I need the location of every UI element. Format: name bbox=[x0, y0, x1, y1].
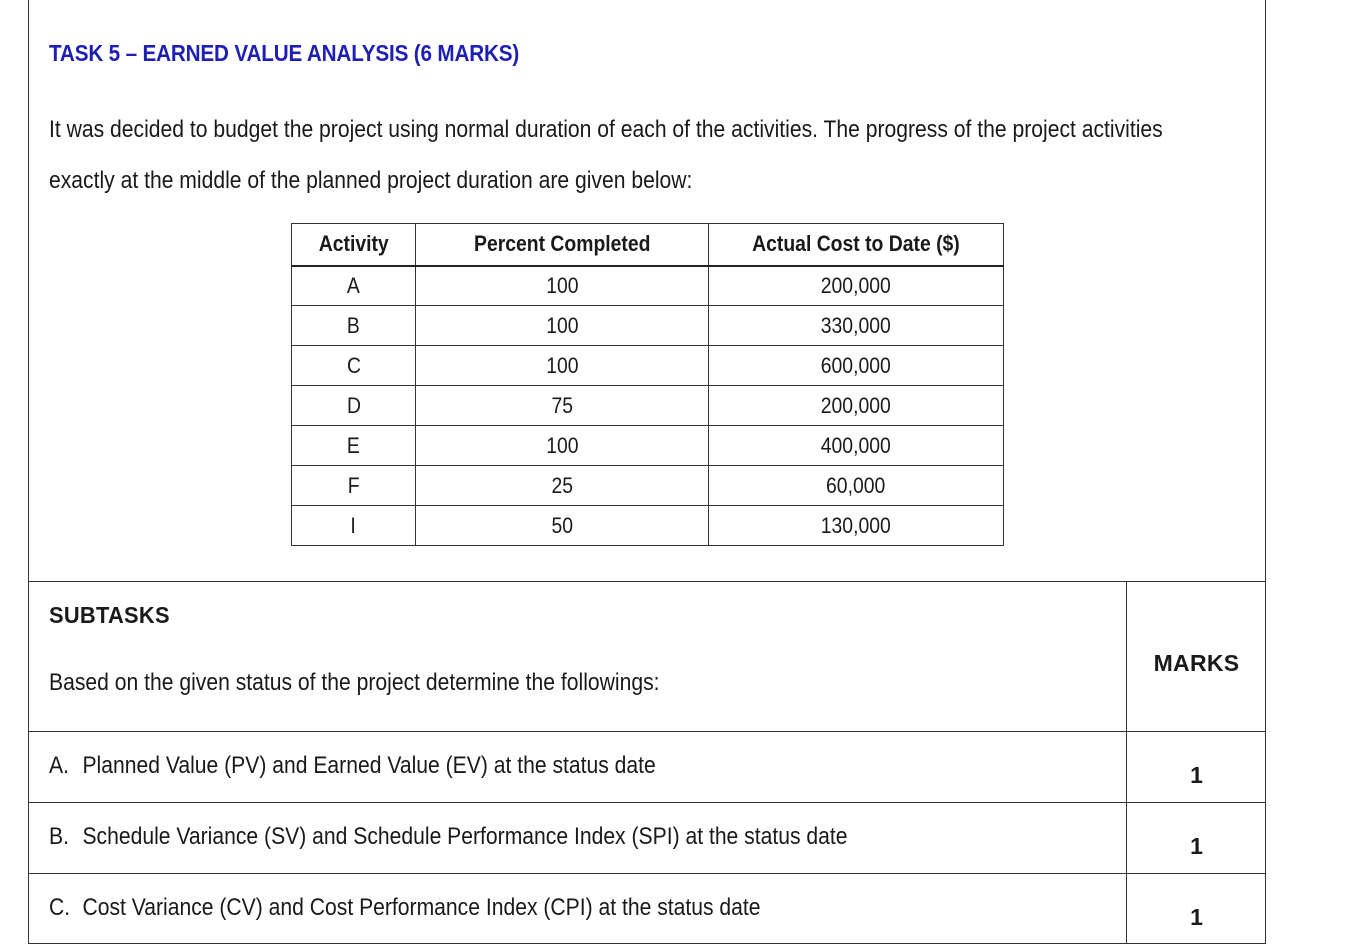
cell-percent: 100 bbox=[416, 426, 709, 466]
subtasks-heading: SUBTASKS bbox=[49, 602, 170, 628]
table-row bbox=[292, 266, 1004, 306]
subtask-letter: B. bbox=[49, 823, 69, 850]
cell-percent: 100 bbox=[416, 266, 709, 306]
subtask-text: Schedule Variance (SV) and Schedule Performance Index (SPI) at the status date bbox=[82, 823, 848, 850]
subtask-marks: 1 bbox=[1190, 762, 1203, 788]
task-intro: It was decided to budget the project using normal duration of each of the activities. The progress of the project activities exactly at the middle of the planned project duration are given below: bbox=[49, 116, 1163, 194]
subtask-letter: A. bbox=[49, 752, 69, 779]
cell-activity: C bbox=[292, 346, 416, 386]
subtasks-instruction: Based on the given status of the project determine the followings: bbox=[49, 669, 660, 696]
cell-cost: 130,000 bbox=[709, 506, 1004, 546]
cell-cost: 400,000 bbox=[709, 426, 1004, 466]
column-header-activity: Activity bbox=[292, 224, 416, 266]
cell-percent: 100 bbox=[416, 306, 709, 346]
cell-percent: 75 bbox=[416, 386, 709, 426]
table-row bbox=[292, 426, 1004, 466]
subtask-marks: 1 bbox=[1190, 904, 1203, 930]
subtask-item bbox=[49, 894, 761, 922]
cell-cost: 200,000 bbox=[709, 266, 1004, 306]
cell-activity: D bbox=[292, 386, 416, 426]
cell-cost: 60,000 bbox=[709, 466, 1004, 506]
table-row bbox=[292, 346, 1004, 386]
bottom-border bbox=[28, 943, 1266, 944]
cell-percent: 100 bbox=[416, 346, 709, 386]
task-title: TASK 5 – EARNED VALUE ANALYSIS (6 MARKS) bbox=[49, 40, 520, 66]
cell-cost: 200,000 bbox=[709, 386, 1004, 426]
table-row bbox=[292, 386, 1004, 426]
table-row bbox=[292, 306, 1004, 346]
subtask-item bbox=[49, 823, 848, 851]
subtask-letter: C. bbox=[49, 894, 71, 921]
row-divider bbox=[28, 873, 1266, 874]
table-row bbox=[292, 466, 1004, 506]
section-divider bbox=[28, 581, 1266, 582]
subtask-text: Planned Value (PV) and Earned Value (EV) at the status date bbox=[82, 752, 656, 779]
table-row bbox=[292, 506, 1004, 546]
subtask-item bbox=[49, 752, 656, 780]
row-divider bbox=[28, 802, 1266, 803]
subtask-marks: 1 bbox=[1190, 833, 1203, 859]
cell-cost: 330,000 bbox=[709, 306, 1004, 346]
cell-activity: B bbox=[292, 306, 416, 346]
cell-activity: E bbox=[292, 426, 416, 466]
table-header-row bbox=[292, 224, 1004, 266]
cell-activity: F bbox=[292, 466, 416, 506]
cell-cost: 600,000 bbox=[709, 346, 1004, 386]
progress-table bbox=[291, 223, 1004, 546]
row-divider bbox=[28, 731, 1266, 732]
cell-percent: 50 bbox=[416, 506, 709, 546]
subtask-text: Cost Variance (CV) and Cost Performance Index (CPI) at the status date bbox=[82, 894, 761, 921]
marks-heading: MARKS bbox=[1153, 650, 1240, 676]
column-header-percent: Percent Completed bbox=[416, 224, 709, 266]
column-header-cost: Actual Cost to Date ($) bbox=[709, 224, 1004, 266]
cell-activity: A bbox=[292, 266, 416, 306]
cell-activity: I bbox=[292, 506, 416, 546]
cell-percent: 25 bbox=[416, 466, 709, 506]
